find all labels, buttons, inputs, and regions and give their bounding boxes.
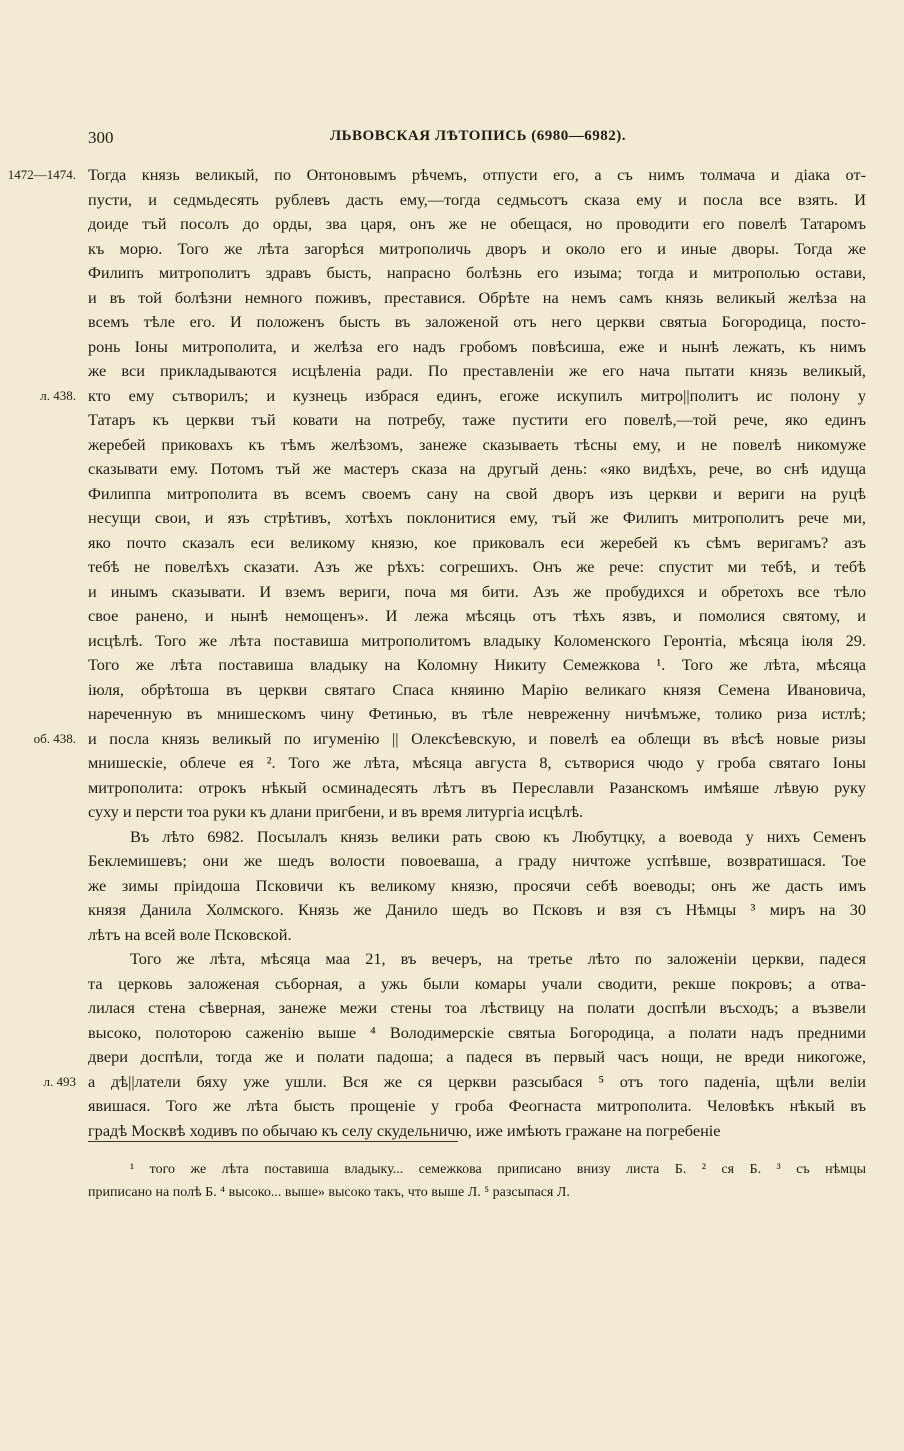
text-line [88,874,866,899]
text-line [33,727,866,752]
line-text: явишася. Того же лѣта бысть прощеніе у гроба Феогнаста митрополита. Человѣкъ нѣкый въ [88,1096,866,1115]
text-line [88,898,866,923]
line-text: сказывати ему. Потомъ тъй же мастеръ сказа на другый день: «яко видѣхъ, рече, во снѣ идуща [88,459,866,478]
line-text: свое ранено, и нынѣ немощенъ». И лежа мѣсяць отъ тѣхъ язвъ, и помолися святому, и [88,606,866,625]
line-text: лилася стена сѣверная, занеже межи стены тоа лѣствицу на полати доспѣли въсходъ; а възвели [88,998,866,1017]
line-text: князя Данила Холмского. Князь же Данило шедъ во Псковъ и взя съ Нѣмцы ³ миръ на 30 [88,900,866,919]
line-text: къ морю. Того же лѣта загорѣся митрополичь дворъ и около его и иные дворы. Тогда же [88,238,866,258]
chronicle-text [7,163,866,1143]
line-text: Того же лѣта поставиша владыку на Коломну Никиту Семежкова ¹. Того же лѣта, мѣсяца [88,655,866,674]
line-text: двери доспѣли, тогда же и полати падоша; а падеся въ первый часъ нощи, не вреди никогоже, [88,1047,866,1066]
footnotes [88,1158,866,1204]
line-text: нареченную въ мнишескомъ чину Фетинью, въ тѣле невреженну ничѣмъже, толико риза истлѣ; [88,704,866,723]
line-text: пусти, и седмьдесять рублевъ дасть ему,—тогда седмьсотъ сказа ему и посла все взять. И [88,189,866,209]
margin-note: об. 438. [33,730,76,746]
text-line [88,923,866,948]
text-line [88,800,866,825]
text-line [88,237,866,262]
line-text: и въ той болѣзни немного поживъ, преставися. Обрѣте на немъ самъ князь великый желѣза на [88,287,866,307]
text-line [88,506,866,531]
page-number: 300 [88,128,114,147]
text-line [88,580,866,605]
line-text: несущи свои, и язъ стрѣтивъ, хотѣхъ поклонитися ему, тъй же Филипъ митрополитъ рече ми, [88,508,866,527]
text-line [88,188,866,213]
line-text: лѣтъ на всей воле Псковской. [88,924,292,944]
text-line [88,212,866,237]
text-line [88,1045,866,1070]
line-text: тебѣ не повелѣхъ сказати. Азъ же рѣхъ: согрешихъ. Онъ же рече: спустит ми тебѣ, и тебѣ [88,557,866,576]
text-line [88,555,866,580]
line-text: высоко, полоторою саженію выше ⁴ Володимерскіе святыа Богородица, а полати надъ предними [88,1022,866,1042]
margin-note: 1472—1474. [7,167,76,182]
text-line [88,408,866,433]
text-line [88,335,866,360]
running-title: ЛЬВОВСКАЯ ЛѢТОПИСЬ (6980—6982). [329,128,627,144]
line-text: а дѣ||латели бяху уже ушли. Вся же ся церкви разсыбася ⁵ отъ того паденіа, щѣли веліи [88,1071,866,1091]
text-line [7,163,866,188]
text-line [88,433,866,458]
text-line [88,825,866,850]
margin-note: л. 493 [43,1073,76,1089]
line-text: мнишескіе, облече ея ². Того же лѣта, мѣсяца августа 8, сътворися чюдо у гроба святаго Іоны [88,753,866,772]
line-text: Филиппа митрополита въ всемъ своемъ сану на свой дворъ изъ церкви и вериги на руцѣ [88,483,866,503]
line-text: жеребей приковахъ къ тѣмъ желѣзомъ, занеже сказываеть тѣсны ему, и не повелѣ никомуже [88,434,866,454]
line-text: и посла князь великый по игуменію || Олексѣевскую, и повелѣ еа облещи въ вѣсѣ новые ризы [88,728,866,748]
line-text: Беклемишевъ; они же шедъ волости повоеваша, а граду ничтоже успѣвше, возвратишася. Тое [88,851,866,870]
page-header [88,128,868,152]
line-text: Филипъ митрополитъ здравъ бысть, напрасно болѣзнь его изыма; тогда и митрополью остави, [88,263,866,282]
text-line [88,776,866,801]
line-text: градѣ Москвѣ ходивъ по обычаю къ селу скудельничю, иже имѣють гражане на погребеніе [88,1120,721,1140]
line-text: іюля, обрѣтоша въ церкви святаго Спаса княиню Марію великаго князя Семена Ивановича, [88,679,866,699]
text-line [88,310,866,335]
margin-note: л. 438. [40,387,76,403]
line-text: и инымъ сказывати. И вземъ вериги, поча мя бити. Азъ же пробудихся и обретохъ все тѣло [88,581,866,601]
line-text: суху и персти тоа руки къ длани пригбени, и въ время литургіа исцѣлѣ. [88,802,584,821]
text-line [88,996,866,1021]
line-text: Того же лѣта, мѣсяца маа 21, въ вечеръ, на третье лѣто по заложеніи церкви, падеся [130,949,866,968]
text-line [88,1094,866,1119]
line-text: исцѣлѣ. Того же лѣта поставиша митрополитомъ владыку Коломенского Геронтіа, мѣсяца іюля 29. [88,630,866,650]
text-line [88,751,866,776]
line-text: ронь Іоны митрополита, и желѣза его надъ гробомъ повѣсиша, еже и нынѣ лежать, къ нимъ [88,336,866,356]
line-text: кто ему сътворилъ; и кузнець избрася единъ, егоже искупилъ митро||политъ ис полону у [88,385,866,405]
text-line [88,702,866,727]
text-line [88,482,866,507]
footnote-line: приписано на полѣ Б. ⁴ высоко... выше» высоко такъ, что выше Л. ⁵ разсыпася Л. [88,1185,570,1200]
text-line [40,384,866,409]
text-line [88,286,866,311]
text-line [88,457,866,482]
line-text: яко почто сказалъ еси великому князю, кое приковалъ еси жеребей къ сѣмъ веригамъ? азъ [88,532,866,552]
footnote-line: ¹ того же лѣта поставиша владыку... семежкова приписано внизу листа Б. ² ся Б. ³ съ нѣмцы [130,1162,866,1177]
text-line [88,531,866,556]
text-line [88,359,866,384]
text-line [88,947,866,972]
footnote-divider [88,1141,458,1142]
text-line [88,678,866,703]
line-text: та церковь заложеная съборная, а ужь были комары учали сводити, рекше покровъ; а отва- [88,973,866,993]
text-line [88,604,866,629]
text-line [88,261,866,286]
text-line [88,1119,866,1144]
line-text: Въ лѣто 6982. Посылалъ князь велики рать свою къ Любутцку, а воевода у нихъ Семенъ [130,826,866,846]
text-line [88,1021,866,1046]
text-line [88,849,866,874]
line-text: митрополита: отрокъ нѣкый осминадесять лѣтъ въ Переславли Разанскомъ имѣяше лѣвую руку [88,777,866,797]
line-text: Тогда князь великый, по Онтоновымъ рѣчемъ, отпусти его, а съ нимъ толмача и діака от- [88,165,866,184]
text-line [88,629,866,654]
line-text: же вси прикладываются исцѣленіа ради. По преставленіи же его нача пытати князь великый, [88,361,866,380]
text-line [88,653,866,678]
text-line [43,1070,866,1095]
line-text: доиде тъй посолъ до орды, зва царя, онъ же не обещася, но проводити его повелѣ Татаромъ [88,214,866,233]
line-text: же зимы пріидоша Псковичи къ великому князю, просячи себѣ воеводы; онъ же дасть имъ [88,875,866,895]
line-text: всемъ тѣле его. И положенъ бысть въ заложеной отъ него церкви святыа Богородица, посто- [88,312,866,331]
line-text: Татаръ къ церкви тъй ковати на потребу, таже пустити его повелѣ,—той рече, яко единъ [88,410,866,429]
text-line [88,972,866,997]
